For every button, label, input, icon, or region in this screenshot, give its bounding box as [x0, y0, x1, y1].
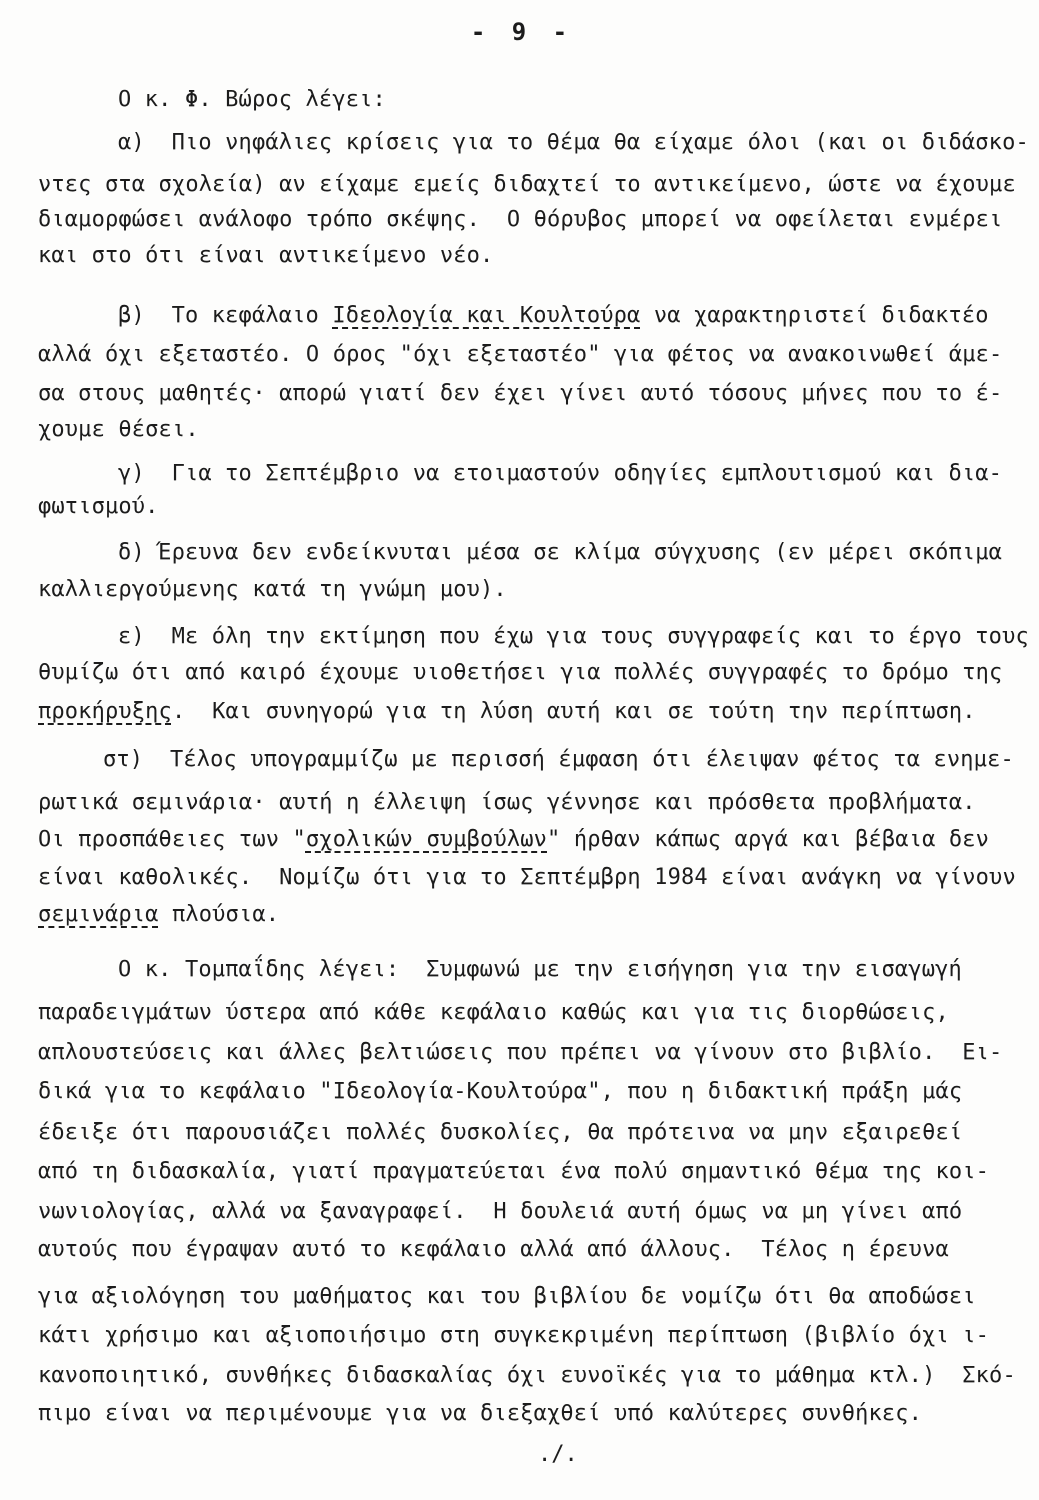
text-line [38, 1284, 976, 1310]
text-segment: είναι καθολικές. Νομίζω ότι για το Σεπτέμβρη 1984 είναι ανάγκη να γίνουν [38, 865, 1016, 890]
text-segment: αλλά όχι εξεταστέο. Ο όρος "όχι εξεταστέο" για φέτος να ανακοινωθεί άμε- [38, 342, 1003, 367]
text-line [38, 1159, 989, 1185]
text-segment: θυμίζω ότι από καιρό έχουμε υιοθετήσει για πολλές συγγραφές το δρόμο της [38, 660, 1003, 685]
underlined-text: σεμινάρια [38, 902, 159, 927]
text-segment: " ήρθαν κάπως αργά και βέβαια δεν [547, 827, 990, 852]
text-segment: ντες στα σχολεία) αν είχαμε εμείς διδαχτεί το αντικείμενο, ώστε να έχουμε [38, 172, 1016, 197]
text-line [38, 172, 1016, 198]
text-segment: β) Το κεφάλαιο [118, 303, 333, 328]
text-segment: διαμορφώσει ανάλοφο τρόπο σκέψης. Ο θόρυβος μπορεί να οφείλεται ενμέρει [38, 207, 1003, 232]
text-segment: Ο κ. Φ. Βώρος λέγει: [118, 87, 386, 112]
text-line [38, 1000, 949, 1026]
text-segment: νωνιολογίας, αλλά να ξαναγραφεί. Η δουλειά αυτή όμως να μη γίνει από [38, 1199, 963, 1224]
underlined-text: προκήρυξης [38, 699, 172, 724]
underlined-text: Ιδεολογία και Κουλτούρα [332, 303, 641, 328]
text-segment: Ο κ. Τομπαΐδης λέγει: Συμφωνώ με την εισήγηση για την εισαγωγή [118, 957, 962, 982]
text-segment: δ) Έρευνα δεν ενδείκνυται μέσα σε κλίμα σύγχυσης (εν μέρει σκόπιμα [118, 540, 1003, 565]
text-line [38, 342, 1002, 368]
text-line [38, 577, 507, 603]
text-segment: ρωτικά σεμινάρια· αυτή η έλλειψη ίσως γέννησε και πρόσθετα προβλήματα. [38, 790, 976, 815]
text-line [38, 827, 989, 853]
text-line [38, 1079, 962, 1105]
text-line [118, 624, 1029, 650]
text-line [38, 865, 1016, 891]
text-segment: α) Πιο νηφάλιες κρίσεις για το θέμα θα είχαμε όλοι (και οι διδάσκο- [118, 130, 1029, 155]
text-line [38, 1401, 922, 1427]
text-line [118, 87, 386, 113]
text-line [118, 130, 1029, 156]
text-line [38, 243, 493, 269]
text-line [118, 540, 1002, 566]
text-segment: δικά για το κεφάλαιο "Ιδεολογία-Κουλτούρα", που η διδακτική πράξη μάς [38, 1079, 963, 1104]
text-segment: να χαρακτηριστεί διδακτέο [640, 303, 989, 328]
text-segment: κάτι χρήσιμο και αξιοποιήσιμο στη συγκεκριμένη περίπτωση (βιβλίο όχι ι- [38, 1323, 990, 1348]
text-segment: σα στους μαθητές· απορώ γιατί δεν έχει γίνει αυτό τόσους μήνες που το έ- [38, 381, 1003, 406]
underlined-text: σχολικών συμβούλων [305, 827, 548, 852]
text-segment: στ) Τέλος υπογραμμίζω με περισσή έμφαση ότι έλειψαν φέτος τα ενημε- [103, 747, 1014, 772]
text-line [38, 660, 1002, 686]
text-segment: αυτούς που έγραψαν αυτό το κεφάλαιο αλλά από άλλους. Τέλος η έρευνα [38, 1237, 949, 1262]
text-segment: παραδειγμάτων ύστερα από κάθε κεφάλαιο καθώς και για τις διορθώσεις, [38, 1000, 949, 1025]
text-line [38, 1363, 1016, 1389]
text-line [118, 461, 1002, 487]
text-segment: φωτισμού. [38, 494, 159, 519]
text-segment: καλλιεργούμενης κατά τη γνώμη μου). [38, 577, 507, 602]
text-line [38, 699, 976, 725]
text-segment: πιμο είναι να περιμένουμε για να διεξαχθεί υπό καλύτερες συνθήκες. [38, 1401, 923, 1426]
text-segment: για αξιολόγηση του μαθήματος και του βιβλίου δε νομίζω ότι θα αποδώσει [38, 1284, 976, 1309]
continuation-mark: ./. [538, 1442, 578, 1467]
page-number: - 9 - [470, 18, 574, 46]
text-line [38, 1040, 1002, 1066]
text-line [38, 1120, 962, 1146]
text-segment: κανοποιητικό, συνθήκες διδασκαλίας όχι ευνοϊκές για το μάθημα κτλ.) Σκό- [38, 1363, 1016, 1388]
text-line [38, 902, 279, 928]
text-line [38, 207, 1002, 233]
text-line [118, 303, 989, 329]
text-segment: Οι προσπάθειες των " [38, 827, 306, 852]
text-segment: χουμε θέσει. [38, 417, 199, 442]
text-line [103, 747, 1014, 773]
text-segment: ε) Με όλη την εκτίμηση που έχω για τους συγγραφείς και το έργο τους [118, 624, 1029, 649]
text-line [38, 1199, 962, 1225]
text-segment: πλούσια. [158, 902, 280, 927]
text-segment: απλουστεύσεις και άλλες βελτιώσεις που πρέπει να γίνουν στο βιβλίο. Ει- [38, 1040, 1003, 1065]
text-segment: έδειξε ότι παρουσιάζει πολλές δυσκολίες, θα πρότεινα να μην εξαιρεθεί [38, 1120, 963, 1145]
text-segment: και στο ότι είναι αντικείμενο νέο. [38, 243, 494, 268]
text-line [38, 417, 199, 443]
text-segment: γ) Για το Σεπτέμβριο να ετοιμαστούν οδηγίες εμπλουτισμού και δια- [118, 461, 1003, 486]
text-line [38, 1237, 949, 1263]
text-line [38, 1323, 989, 1349]
text-line [38, 494, 159, 520]
text-segment: από τη διδασκαλία, γιατί πραγματεύεται ένα πολύ σημαντικό θέμα της κοι- [38, 1159, 990, 1184]
text-line [118, 957, 962, 983]
text-line [38, 381, 1002, 407]
text-line [38, 790, 976, 816]
text-segment: . Και συνηγορώ για τη λύση αυτή και σε τούτη την περίπτωση. [171, 699, 976, 724]
